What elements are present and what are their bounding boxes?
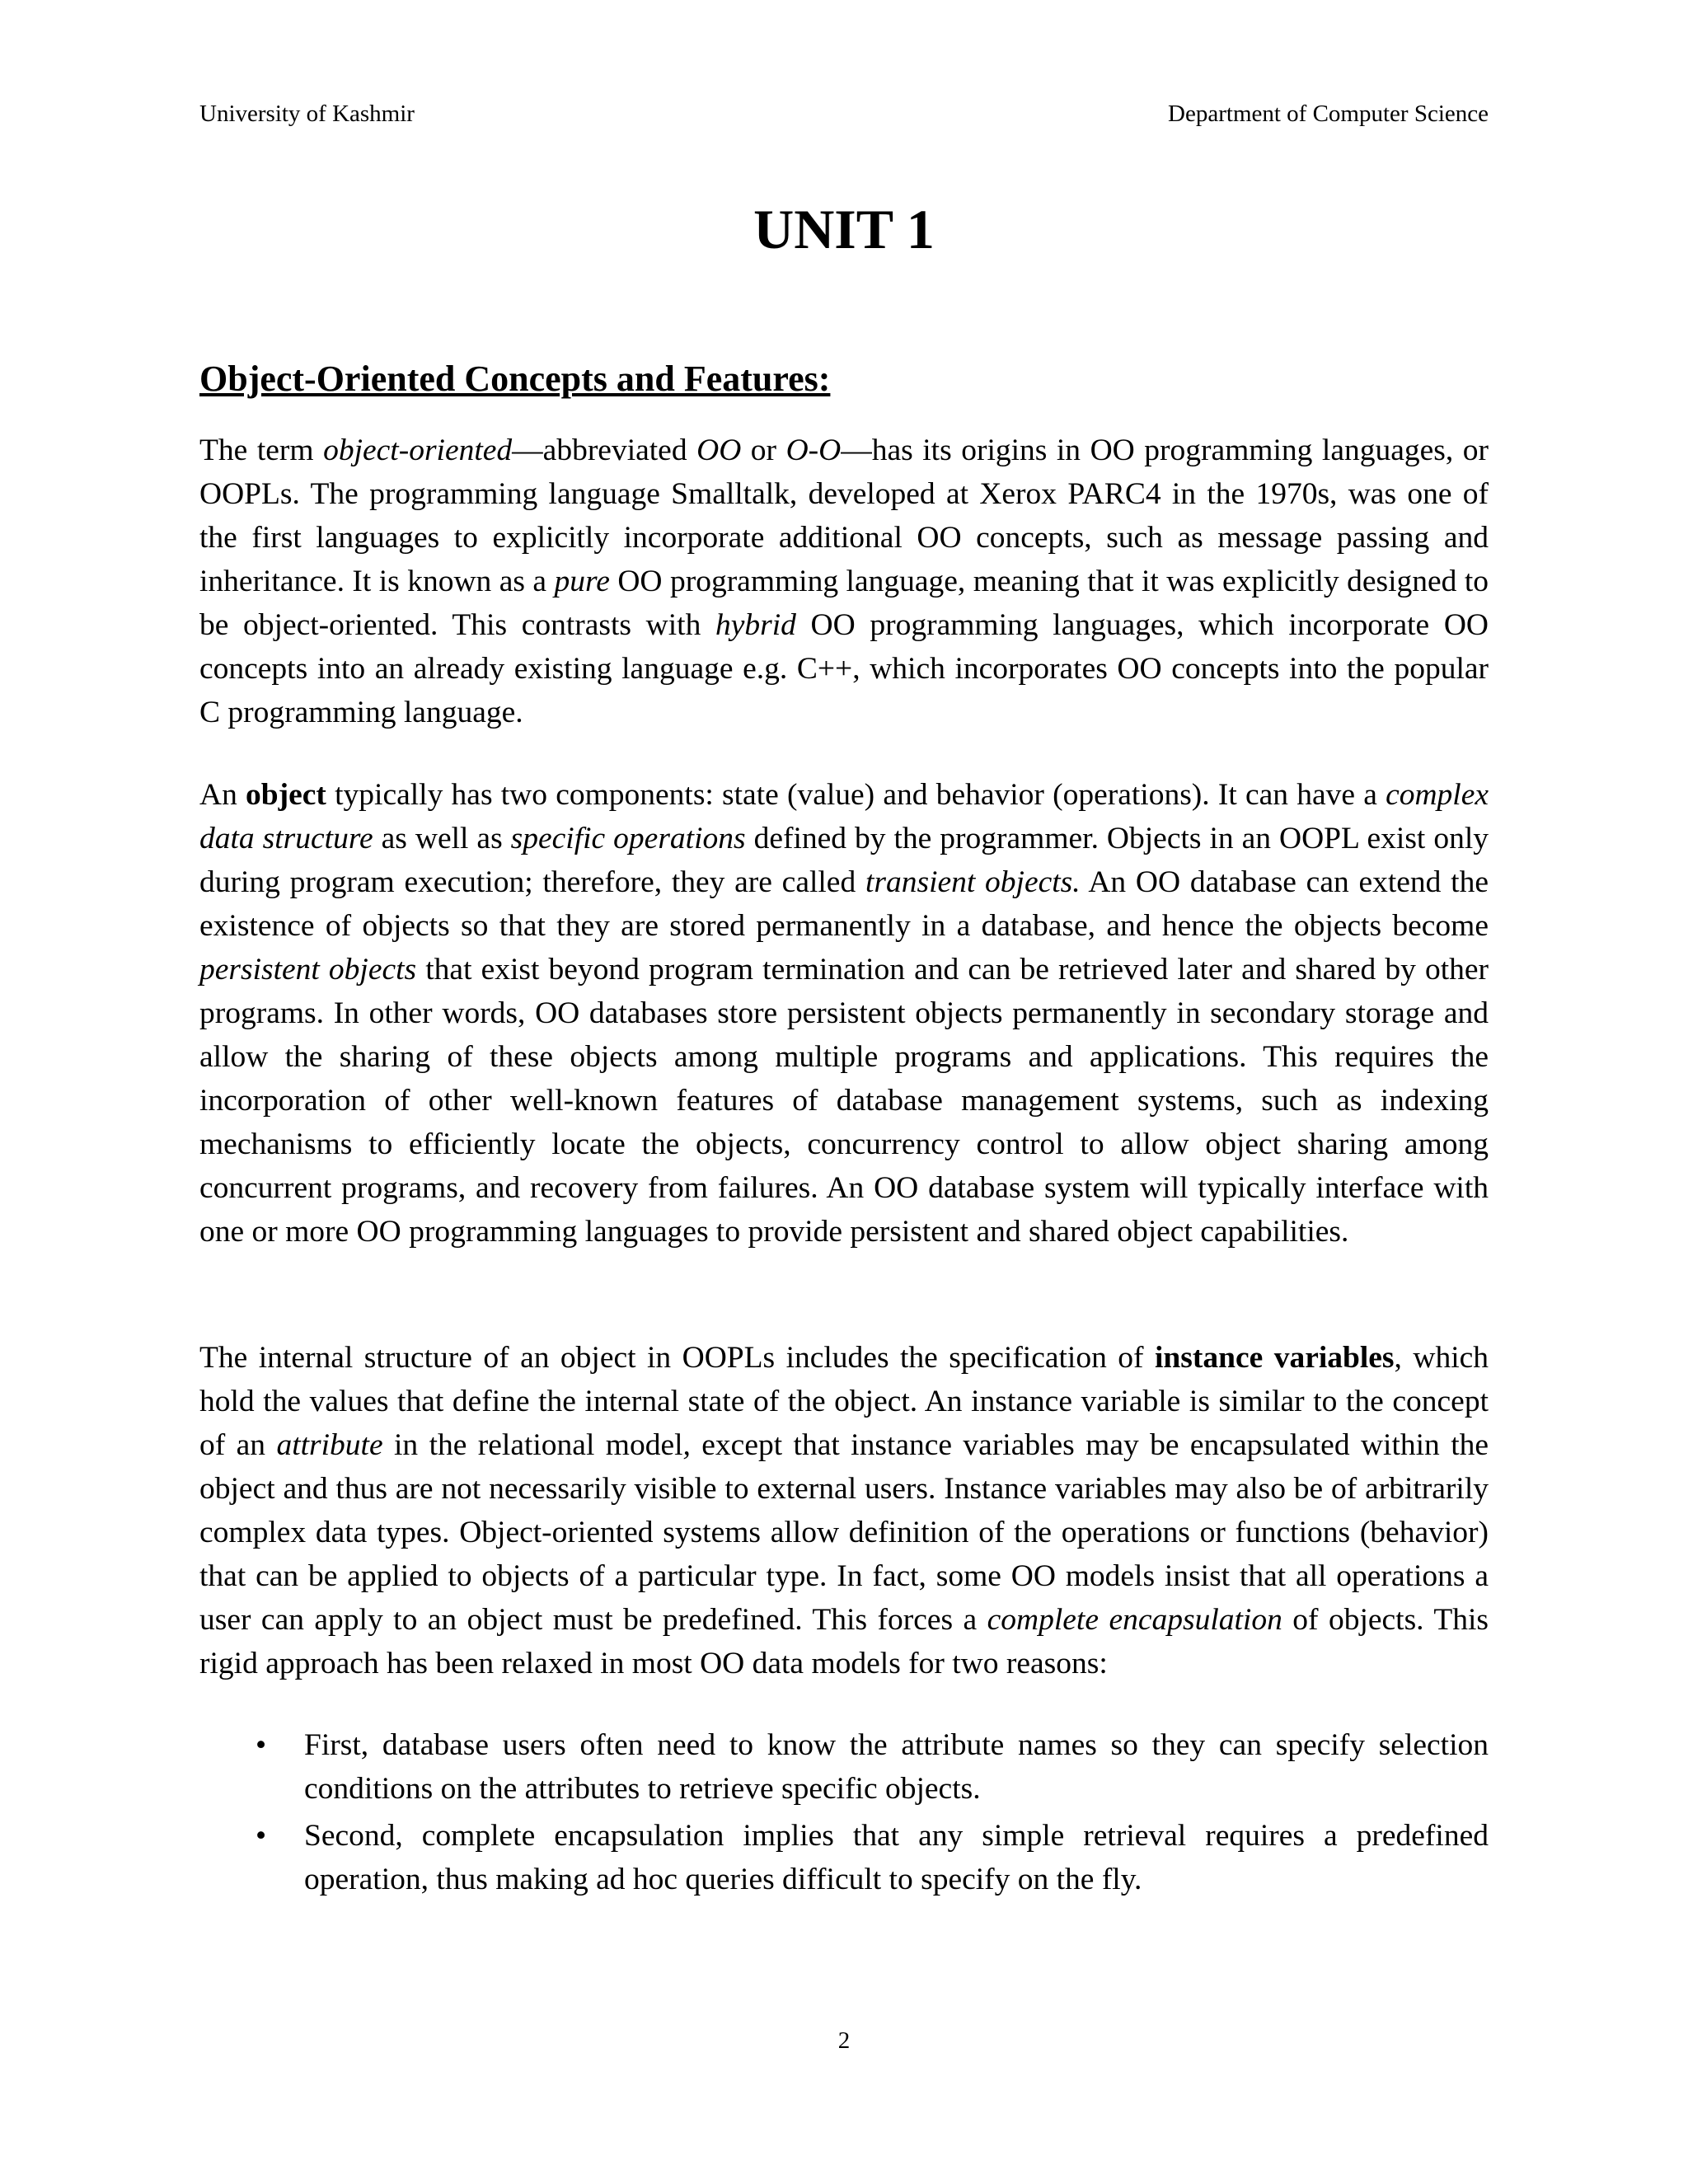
header-department: Department of Computer Science bbox=[1168, 101, 1489, 127]
bullet-list bbox=[199, 1723, 1489, 1905]
page-number: 2 bbox=[837, 2027, 851, 2054]
paragraph-oo-origins: The term object-oriented—abbreviated OO or O-O—has its origins in OO programming languages, or OOPLs. The programming language Smalltalk, developed at Xerox PARC4 in the 1970s, was one of the first languages to explicitly incorporate additional OO concepts, such as message passing and inheritance. It is known as a pure OO programming language, meaning that it was explicitly designed to be object-oriented. This contrasts with hybrid OO programming languages, which incorporate OO concepts into an already existing language e.g. C++, which incorporates OO concepts into the popular C programming language. bbox=[199, 434, 1489, 729]
paragraph-instance-variables: The internal structure of an object in OOPLs includes the specification of instance variables, which hold the values that define the internal state of the object. An instance variable is similar to the concept of an attribute in the relational model, except that instance variables may be encapsulated within the object and thus are not necessarily visible to external users. Instance variables may also be of arbitrarily complex data types. Object-oriented systems allow definition of the operations or functions (behavior) that can be applied to objects of a particular type. In fact, some OO models insist that all operations a user can apply to an object must be predefined. This forces a complete encapsulation of objects. This rigid approach has been relaxed in most OO data models for two reasons: bbox=[199, 1341, 1489, 1680]
bullet-icon: • bbox=[256, 1728, 267, 1762]
header-university: University of Kashmir bbox=[199, 101, 415, 127]
list-item-text: First, database users often need to know the attribute names so they can specify selection conditions on the attributes to retrieve specific objects. bbox=[304, 1728, 1489, 1806]
paragraph-object-definition: An object typically has two components: state (value) and behavior (operations). It can have a complex data structure as well as specific operations defined by the programmer. Objects in an OOPL exist only during program execution; therefore, they are called transient objects. An OO database can extend the existence of objects so that they are stored permanently in a database, and hence the objects become persistent objects that exist beyond program termination and can be retrieved later and shared by other programs. In other words, OO databases store persistent objects permanently in secondary storage and allow the sharing of these objects among multiple programs and applications. This requires the incorporation of other well-known features of database management systems, such as indexing mechanisms to efficiently locate the objects, concurrency control to allow object sharing among concurrent programs, and recovery from failures. An OO database system will typically interface with one or more OO programming languages to provide persistent and shared object capabilities. bbox=[199, 778, 1489, 1249]
list-item bbox=[199, 1723, 1489, 1811]
list-item bbox=[199, 1814, 1489, 1901]
section-heading: Object-Oriented Concepts and Features: bbox=[199, 359, 831, 399]
page-title: UNIT 1 bbox=[753, 198, 935, 260]
list-item-text: Second, complete encapsulation implies that any simple retrieval requires a predefined operation, thus making ad hoc queries difficult to specify on the fly. bbox=[304, 1819, 1489, 1896]
bullet-icon: • bbox=[256, 1819, 267, 1853]
